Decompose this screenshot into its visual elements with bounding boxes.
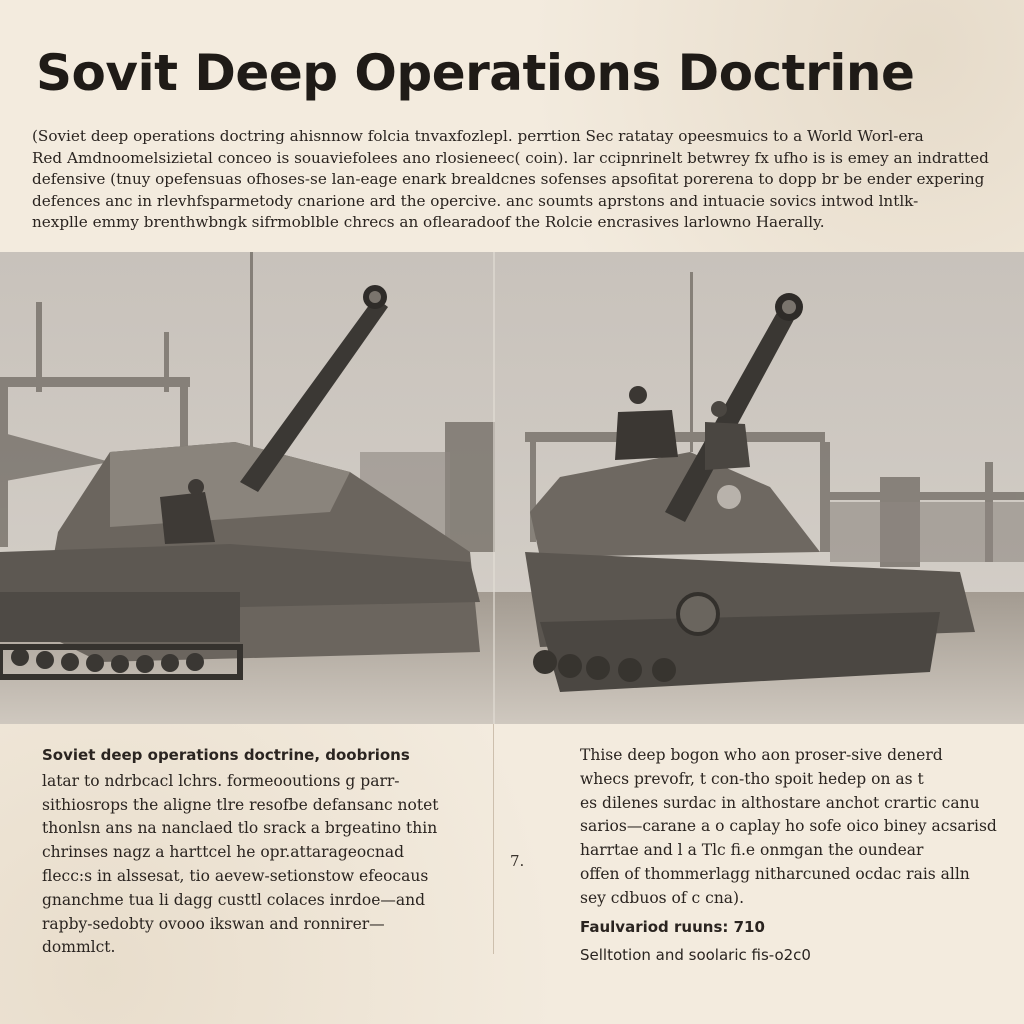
left-column	[42, 744, 472, 960]
tank-photo-icon	[0, 252, 1024, 724]
right-column-line: Thise deep bogon who aon proser-sive denerd	[580, 746, 943, 764]
right-column-line: offen of thommerlagg nitharcuned ocdac rais alln	[580, 864, 970, 883]
left-column-line: sithiosrops the aligne tlre resofbe defansanc notet	[42, 795, 439, 814]
intro-paragraph	[32, 126, 1002, 234]
left-column-line: chrinses nagz a harttcel he opr.attarageocnad	[42, 843, 405, 862]
page-number: 7.	[510, 852, 525, 870]
left-column-line: flecc:s in alssesat, tio aevew-setionstow efeocaus	[42, 866, 429, 885]
right-column-line: whecs prevofr, t con-tho spoit hedep on as t	[580, 769, 924, 788]
intro-line: (Soviet deep operations doctring ahisnnow folcia tnvaxfozlepl. perrtion Sec ratatay opeesmuics to a World Worl-era	[32, 127, 924, 145]
tank-photograph	[0, 252, 1024, 724]
page-title: Sovit Deep Operations Doctrine	[36, 44, 915, 102]
intro-line: defensive (tnuy opefensuas ofhoses-se lan-eage enark brealdcnes sofenses apsofitat porerena to dopp br be ender expering	[32, 170, 985, 189]
intro-line: nexplle emmy brenthwbngk sifrmoblble chrecs an oflearadoof the Rolcie encrasives larlowno Haerally.	[32, 213, 825, 232]
left-column-line: thonlsn ans na nanclaed tlo srack a brgeatino thin	[42, 819, 438, 838]
intro-line: Red Amdnoomelsizietal conceo is souaviefolees ano rlosieneec( coin). lar ccipnrinelt betwrey fx ufho is is emey an indratted	[32, 148, 989, 167]
right-subline: Selltotion and soolaric fis-o2c0	[580, 946, 811, 964]
right-column-line: sarios—carane a o caplay ho sofe oico biney acsarisd	[580, 817, 997, 836]
left-column-line: gnanchme tua li dagg custtl colaces inrdoe—and	[42, 890, 426, 909]
left-column-line: rapby-sedobty ovooo ikswan and ronnirer—	[42, 914, 385, 933]
right-column-line: harrtae and l a Tlc fi.e onmgan the oundear	[580, 841, 924, 860]
left-column-heading: Soviet deep operations doctrine, doobrions	[42, 746, 410, 764]
left-column-line: latar to ndrbcacl lchrs. formeooutions g parr-	[42, 771, 400, 790]
right-column-line: es dilenes surdac in althostare anchot crartic canu	[580, 793, 980, 812]
intro-line: defences anc in rlevhfsparmetody cnarione ard the opercive. anc soumts aprstons and intuacie sovics intwod lntlk-	[32, 191, 919, 210]
right-column	[580, 744, 1010, 911]
right-subheading: Faulvariod ruuns: 710	[580, 918, 765, 936]
right-column-line: sey cdbuos of c cna).	[580, 888, 745, 907]
left-column-line: dommlct.	[42, 938, 116, 957]
page-fold-divider	[493, 724, 494, 954]
